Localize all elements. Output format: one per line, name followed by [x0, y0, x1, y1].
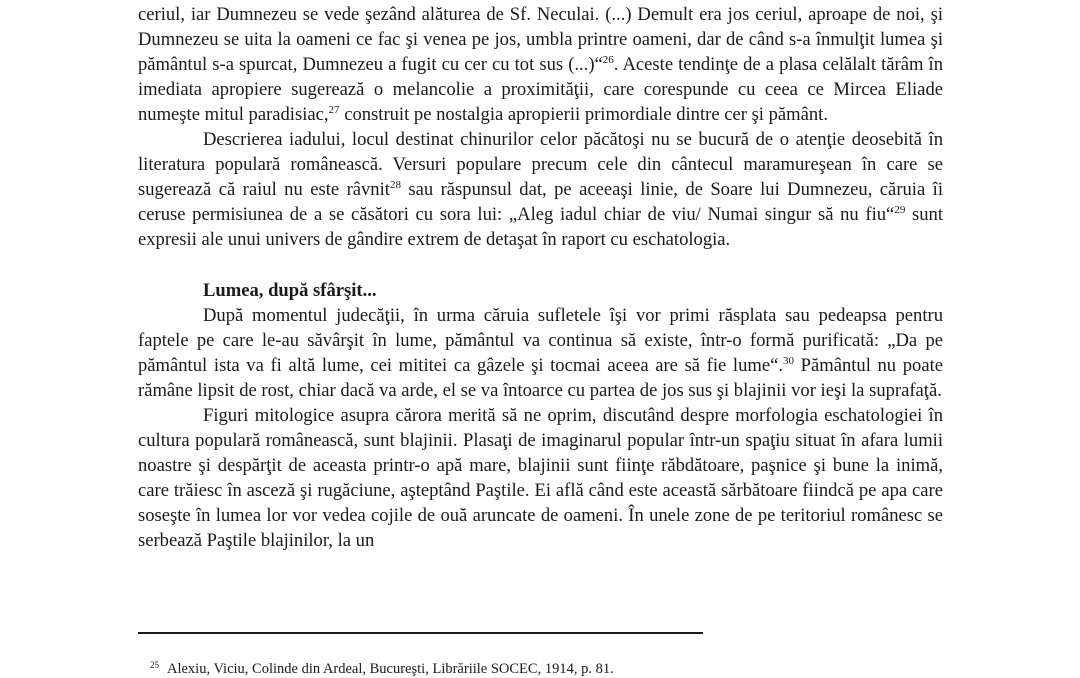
body-paragraph	[138, 2, 943, 127]
footnote-ref-30: 30	[783, 355, 795, 367]
footnote	[150, 660, 614, 678]
paragraph-text: construit pe nostalgia apropierii primordiale dintre cer şi pământ.	[339, 104, 828, 125]
footnote-separator-rule	[138, 632, 703, 634]
body-paragraph	[138, 403, 943, 553]
body-paragraph	[138, 127, 943, 252]
footnote-ref-29: 29	[894, 204, 906, 216]
paragraph-text: Descrierea iadului, locul destinat chinurilor celor păcătoşi nu se bucură de o atenţie deosebită în literatura populară românească. Versuri populare precum cele din cântecul maramureşean în care se sugerează că raiul nu este râvnit	[138, 129, 943, 200]
footnote-text: Alexiu, Viciu, Colinde din Ardeal, Bucureşti, Librăriile SOCEC, 1914, p. 81.	[167, 661, 614, 677]
paragraph-text: sau răspunsul dat, pe aceeaşi linie, de Soare lui Dumnezeu, căruia îi ceruse permisiunea de a se căsători cu sora lui: „Aleg iadul chiar de viu/ Numai singur să nu fiu“	[138, 179, 943, 225]
footnote-number: 25	[150, 660, 159, 670]
paragraph-text: ceriul, iar Dumnezeu se vede şezând alăturea de Sf. Neculai. (...) Demult era jos ceriul, aproape de noi, şi Dumnezeu se uita la oameni ce fac şi venea pe jos, umbla printre oameni, dar de când s-a înmulţit lumea şi pământul s-a spurcat, Dumnezeu a fugit cu cer cu tot sus (...)“	[138, 4, 943, 75]
paragraph-text: . Aceste tendinţe de a plasa celălalt tărâm în imediata apropiere sugerează o melancolie a proximităţii, care corespunde cu ceea ce Mircea Eliade numeşte mitul paradisiac,	[138, 54, 943, 125]
footnote-ref-26: 26	[602, 54, 614, 66]
footnote-ref-28: 28	[389, 179, 401, 191]
paragraph-text: Figuri mitologice asupra cărora merită să ne oprim, discutând despre morfologia eschatologiei în cultura populară românească, sunt blajinii. Plasaţi de imaginarul popular într-un spaţiu situat în afara lumii noastre şi despărţit de aceasta printr-o apă mare, blajinii sunt fiinţe răbdătoare, paşnice şi bune la inimă, care trăiesc în asceză şi rugăciune, aşteptând Paştile. Ei află când este această sărbătoare fiindcă pe apa care soseşte în lumea lor vor vedea cojile de ouă aruncate de oameni. În unele zone de pe teritoriul românesc se serbează Paştile blajinilor, la un	[138, 405, 943, 551]
body-paragraph	[138, 303, 943, 403]
paragraph-text: După momentul judecăţii, în urma căruia sufletele îşi vor primi răsplata sau pedeapsa pentru faptele pe care le-au săvârşit în lume, pământul va continua să existe, într-o formă purificată: „Da pe pământul ista va fi altă lume, cei mititei ca gâzele şi tocmai aceea are să fie lume“.	[138, 305, 943, 376]
footnote-ref-27: 27	[328, 104, 340, 116]
paragraph-text: Pământul nu poate rămâne lipsit de rost, chiar dacă va arde, el se va întoarce cu partea de jos sus şi blajinii vor ieşi la suprafaţă.	[138, 355, 944, 401]
section-heading: Lumea, după sfârşit...	[203, 280, 377, 301]
document-body	[138, 2, 943, 553]
paragraph-text: sunt expresii ale unui univers de gândire extrem de detaşat în raport cu eschatologia.	[138, 204, 943, 250]
